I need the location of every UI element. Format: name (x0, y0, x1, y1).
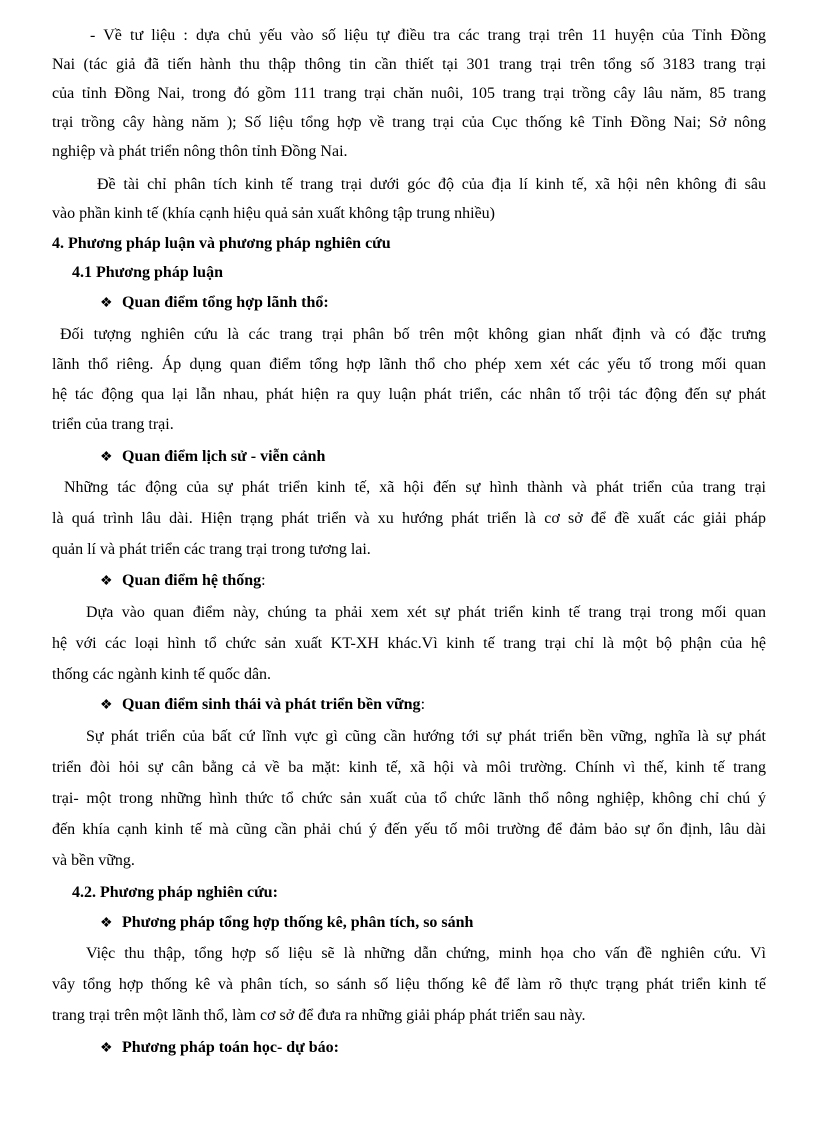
diamond-bullet-icon: ❖ (100, 296, 113, 311)
bullet-heading (100, 444, 766, 470)
paragraph-line: Việc thu thập, tổng hợp số liệu sẽ là những dẫn chứng, minh họa cho vấn đề nghiên cứu. Vì (86, 945, 766, 962)
bullet-heading (100, 568, 766, 594)
paragraph-line: trang trại trên một lãnh thổ, làm cơ sở để đưa ra những giải pháp phát triển sau này. (52, 1007, 586, 1024)
paragraph-line: Dựa vào quan điểm này, chúng ta phải xem xét sự phát triển kinh tế trang trại trong mối quan (86, 604, 766, 621)
bullet-title: Phương pháp tổng hợp thống kê, phân tích, so sánh (122, 914, 474, 931)
paragraph-line: quản lí và phát triển các trang trại trong tương lai. (52, 541, 371, 558)
bullet-heading (100, 692, 766, 718)
paragraph-line: và bền vững. (52, 852, 135, 869)
paragraph-line: Sự phát triển của bất cứ lĩnh vực gì cũng cần hướng tới sự phát triển bền vững, nghĩa là sự phát (86, 728, 766, 745)
subsection-heading-4-2: 4.2. Phương pháp nghiên cứu: (72, 884, 278, 901)
paragraph-line: trại trồng cây hàng năm ); Số liệu tổng hợp về trang trại của Cục thống kê Tỉnh Đồng Nai; Sở nông (52, 114, 766, 131)
bullet-heading (100, 290, 766, 316)
paragraph-line: vây tổng hợp thống kê và phân tích, so sánh số liệu thống kê để làm rõ thực trạng phát triển kinh tế (52, 976, 766, 993)
paragraph-line: đến khía cạnh kinh tế mà cũng cần phải chú ý đến yếu tố môi trường để đảm bảo sự ổn định, lâu dài (52, 821, 766, 838)
diamond-bullet-icon: ❖ (100, 450, 113, 465)
bullet-title: Phương pháp toán học- dự báo: (122, 1039, 340, 1056)
paragraph-line: trại- một trong những hình thức tổ chức sản xuất của tổ chức lãnh thổ nông nghiệp, không chỉ chú ý (52, 790, 766, 807)
diamond-bullet-icon: ❖ (100, 574, 113, 589)
paragraph-line: vào phần kinh tế (khía cạnh hiệu quả sản xuất không tập trung nhiều) (52, 205, 495, 222)
diamond-bullet-icon: ❖ (100, 916, 113, 931)
paragraph-line: Đối tượng nghiên cứu là các trang trại phân bố trên một không gian nhất định và có đặc trưng (60, 326, 766, 343)
bullet-title: Quan điểm sinh thái và phát triển bền vững (122, 696, 421, 713)
section-heading-4: 4. Phương pháp luận và phương pháp nghiên cứu (52, 235, 391, 252)
paragraph-line: nghiệp và phát triển nông thôn tỉnh Đồng Nai. (52, 143, 348, 160)
bullet-colon: : (261, 572, 266, 589)
paragraph-line: - Về tư liệu : dựa chủ yếu vào số liệu tự điều tra các trang trại trên 11 huyện của Tỉnh Đồng (90, 27, 766, 44)
paragraph-line: triển đòi hỏi sự cân bằng cả về ba mặt: kinh tế, xã hội và môi trường. Chính vì thế, kinh tế trang (52, 759, 766, 776)
diamond-bullet-icon: ❖ (100, 1041, 113, 1056)
bullet-heading (100, 1035, 766, 1061)
bullet-title: Quan điểm tổng hợp lãnh thổ: (122, 294, 329, 311)
paragraph-line: Đề tài chỉ phân tích kinh tế trang trại dưới góc độ của địa lí kinh tế, xã hội nên không đi sâu (97, 176, 766, 193)
paragraph-line: lãnh thổ riêng. Áp dụng quan điểm tổng hợp lãnh thổ cho phép xem xét các yếu tố trong mối quan (52, 356, 766, 373)
subsection-heading-4-1: 4.1 Phương pháp luận (72, 264, 223, 281)
bullet-title: Quan điểm hệ thống (122, 572, 262, 589)
paragraph-line: Nai (tác giả đã tiến hành thu thập thông tin cần thiết tại 301 trang trại trên tổng số 3183 trang trại (52, 56, 766, 73)
bullet-title: Quan điểm lịch sử - viễn cảnh (122, 448, 326, 465)
paragraph-line: Những tác động của sự phát triển kinh tế, xã hội đến sự hình thành và phát triển của trang trại (64, 479, 766, 496)
paragraph-line: hệ tác động qua lại lẫn nhau, phát hiện ra quy luận phát triển, các nhân tố trội tác động đến sự phát (52, 386, 766, 403)
bullet-heading (100, 910, 766, 936)
paragraph-line: là quá trình lâu dài. Hiện trạng phát triển và xu hướng phát triển là cơ sở để đề xuất các giải pháp (52, 510, 766, 527)
paragraph-line: triển của trang trại. (52, 416, 174, 433)
diamond-bullet-icon: ❖ (100, 698, 113, 713)
paragraph-line: của tỉnh Đồng Nai, trong đó gồm 111 trang trại chăn nuôi, 105 trang trại trồng cây lâu năm, 85 trang (52, 85, 766, 102)
bullet-colon: : (420, 696, 426, 713)
paragraph-line: hệ với các loại hình tổ chức sản xuất KT-XH khác.Vì kinh tế trang trại chỉ là một bộ phận của hệ (52, 635, 766, 652)
paragraph-line: thống các ngành kinh tế quốc dân. (52, 666, 272, 683)
